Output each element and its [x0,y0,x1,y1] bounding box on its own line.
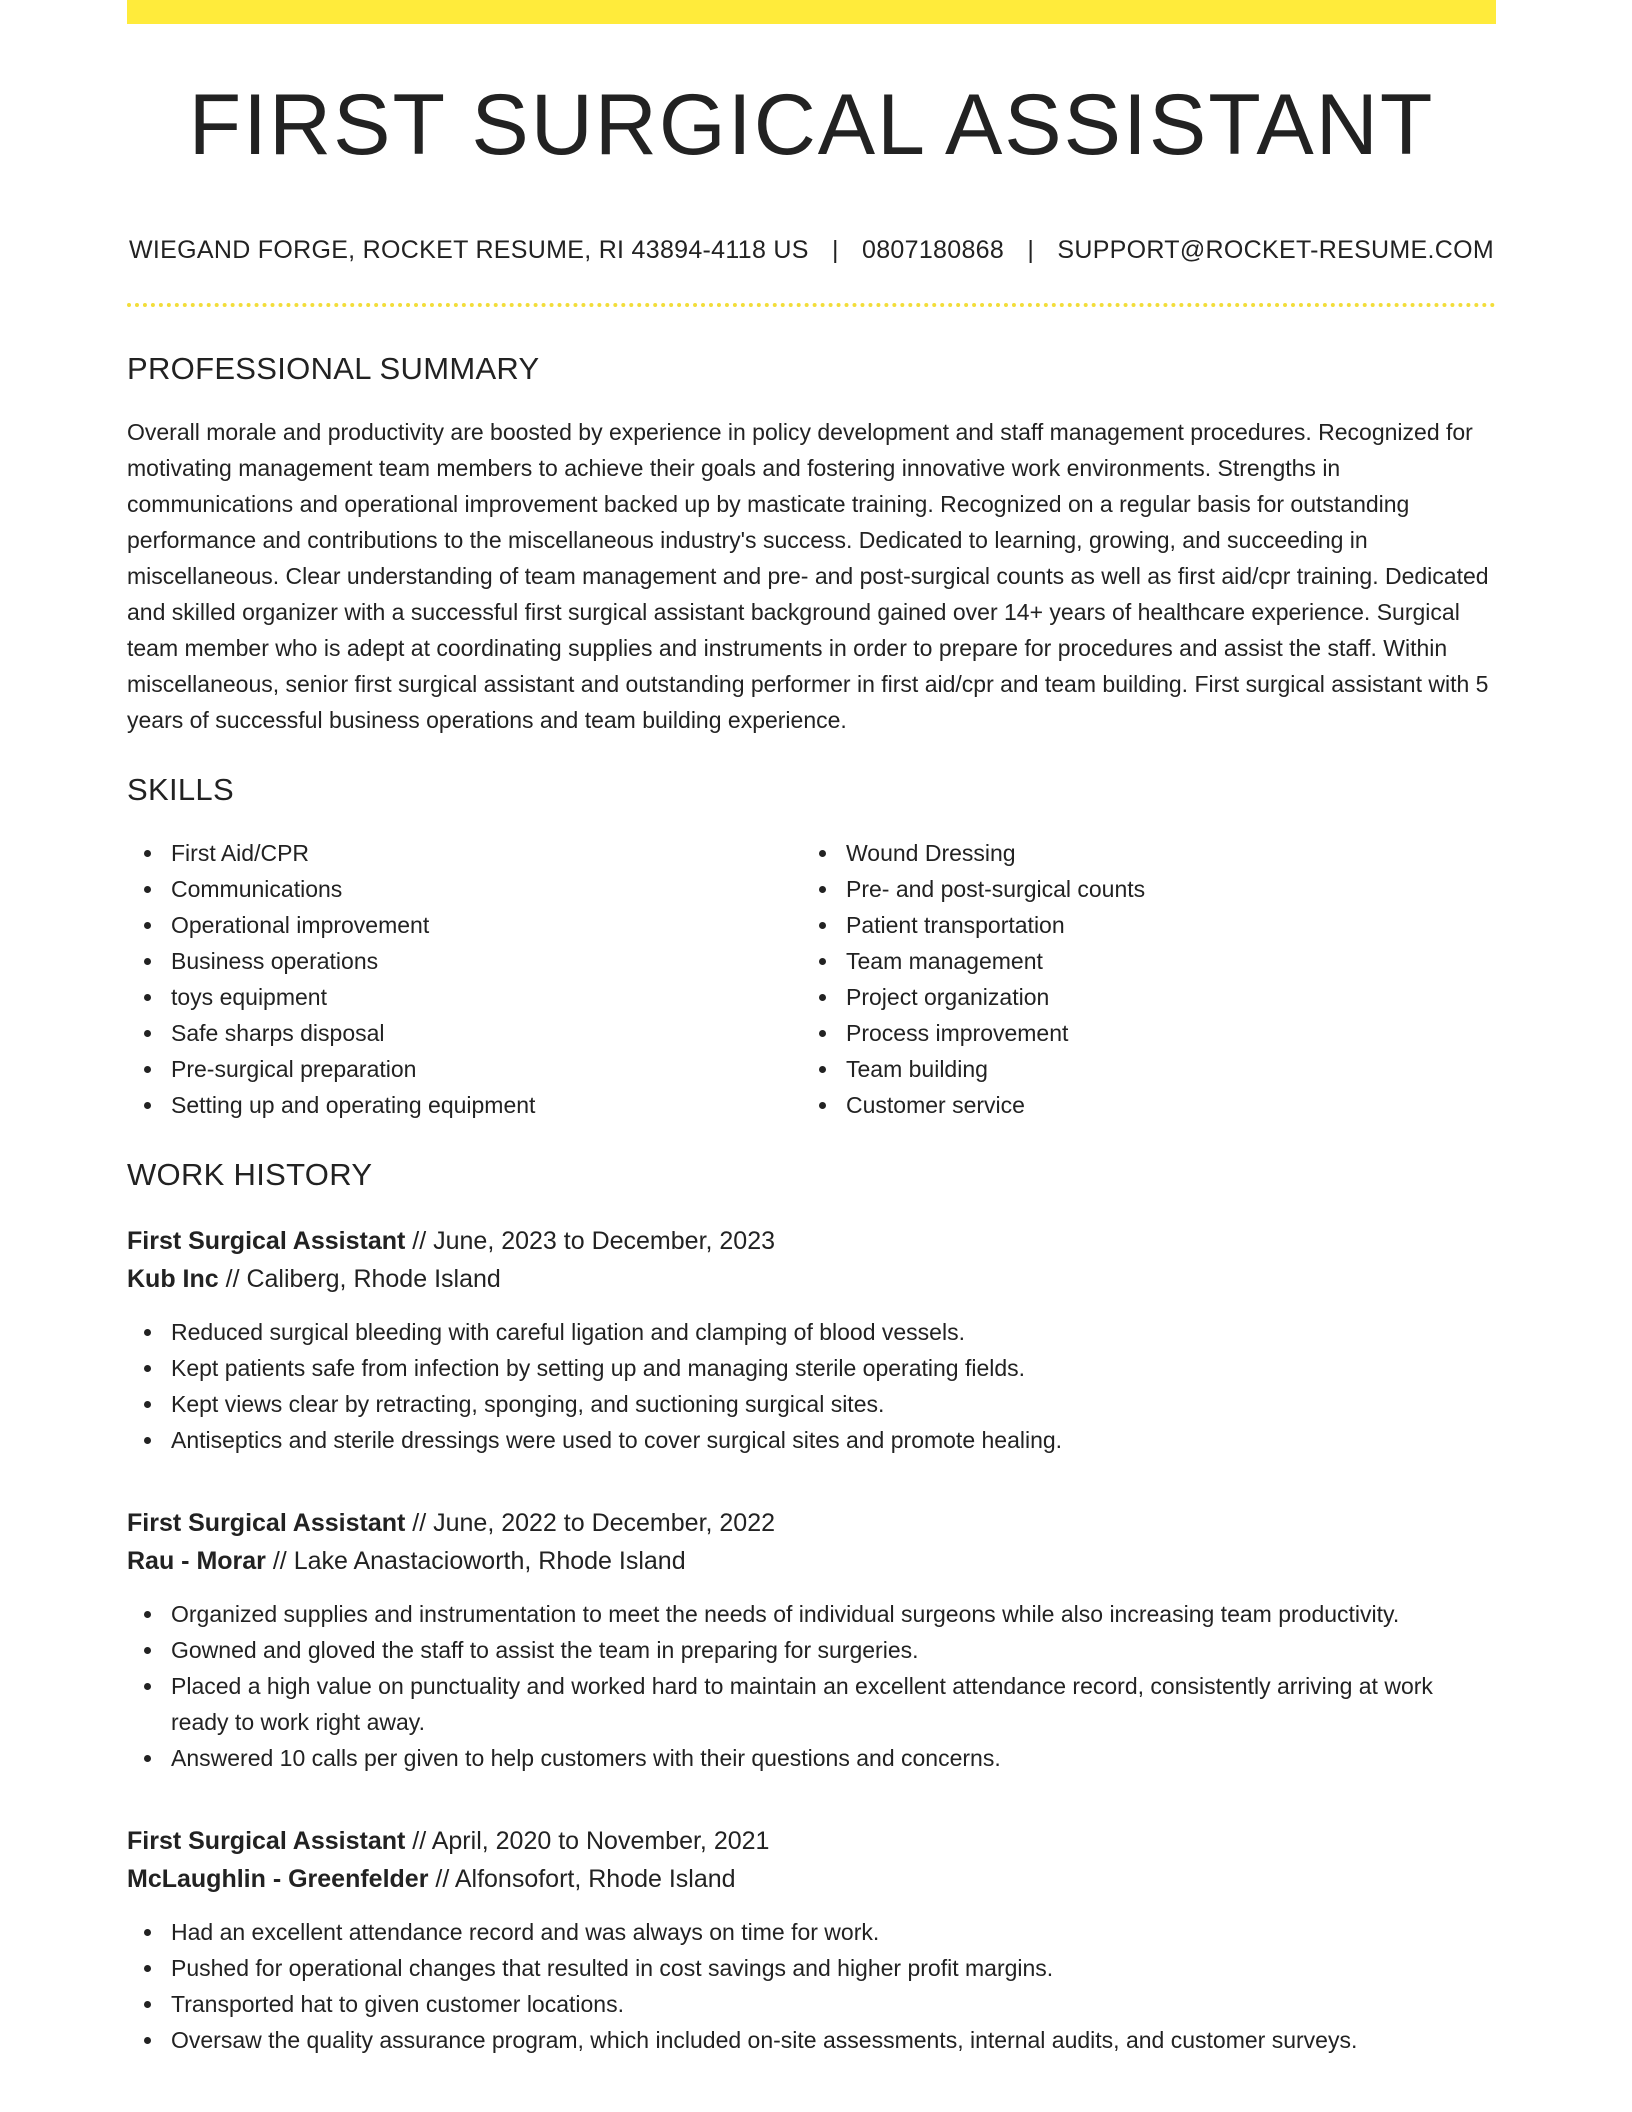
skill-item: First Aid/CPR [127,835,802,871]
section-title-summary: PROFESSIONAL SUMMARY [127,351,540,386]
skills-column-left [127,835,802,1123]
job-bullet: Placed a high value on punctuality and worked hard to maintain an excellent attendance record, consistently arriving at work ready to work right away. [127,1668,1496,1740]
skill-item: Setting up and operating equipment [127,1087,802,1123]
resume-page [127,0,1496,2112]
contact-separator: | [1027,236,1035,264]
job-company-line [127,1260,1496,1298]
job-bullet: Antiseptics and sterile dressings were used to cover surgical sites and promote healing. [127,1422,1496,1458]
resume-title: FIRST SURGICAL ASSISTANT [188,77,1435,173]
skill-item: Project organization [802,979,1477,1015]
skill-item: Process improvement [802,1015,1477,1051]
skill-item: Wound Dressing [802,835,1477,871]
job-entry [127,1222,1496,1458]
skills-list [127,835,1496,1123]
skill-item: Customer service [802,1087,1477,1123]
job-bullet: Kept patients safe from infection by setting up and managing sterile operating fields. [127,1350,1496,1386]
job-company: Kub Inc [127,1265,219,1293]
job-bullet: Answered 10 calls per given to help customers with their questions and concerns. [127,1740,1496,1776]
job-location: // Caliberg, Rhode Island [218,1265,501,1293]
contact-address: WIEGAND FORGE, ROCKET RESUME, RI 43894-4118 US [129,236,809,264]
skill-item: Communications [127,871,802,907]
job-bullet: Transported hat to given customer locations. [127,1986,1496,2022]
contact-phone: 0807180868 [862,236,1005,264]
job-company-line [127,1542,1496,1580]
skill-item: toys equipment [127,979,802,1015]
job-bullets [127,1596,1496,1776]
job-bullets [127,1914,1496,2058]
job-dates: // June, 2022 to December, 2022 [405,1509,776,1537]
dotted-divider [127,303,1496,307]
contact-separator: | [831,236,839,264]
job-bullet: Kept views clear by retracting, sponging, and suctioning surgical sites. [127,1386,1496,1422]
job-bullets [127,1314,1496,1458]
job-entry [127,1822,1496,2058]
skill-item: Safe sharps disposal [127,1015,802,1051]
skill-item: Team management [802,943,1477,979]
job-role: First Surgical Assistant [127,1227,406,1255]
job-bullet: Oversaw the quality assurance program, which included on-site assessments, internal audits, and customer surveys. [127,2022,1496,2058]
skill-item: Team building [802,1051,1477,1087]
job-dates: // June, 2023 to December, 2023 [405,1227,776,1255]
job-role-line [127,1504,1496,1542]
job-role-line [127,1822,1496,1860]
job-location: // Lake Anastacioworth, Rhode Island [265,1547,686,1575]
job-company: Rau - Morar [127,1547,266,1575]
job-company: McLaughlin - Greenfelder [127,1865,429,1893]
section-title-skills: SKILLS [127,772,234,807]
job-role-line [127,1222,1496,1260]
skill-item: Pre-surgical preparation [127,1051,802,1087]
job-bullet: Had an excellent attendance record and was always on time for work. [127,1914,1496,1950]
job-role: First Surgical Assistant [127,1827,406,1855]
job-dates: // April, 2020 to November, 2021 [405,1827,770,1855]
job-entry [127,1504,1496,1776]
skill-item: Pre- and post-surgical counts [802,871,1477,907]
skills-column-right [802,835,1477,1123]
contact-line [127,238,1496,263]
job-bullet: Reduced surgical bleeding with careful ligation and clamping of blood vessels. [127,1314,1496,1350]
summary-text: Overall morale and productivity are boosted by experience in policy development and staff management procedures. Recognized for motivating management team members to achieve their goals and fostering innovative work environments. Strengths in communications and operational improvement backed up by masticate training. Recognized on a regular basis for outstanding performance and contributions to the miscellaneous industry's success. Dedicated to learning, growing, and succeeding in miscellaneous. Clear understanding of team management and pre- and post-surgical counts as well as first aid/cpr training. Dedicated and skilled organizer with a successful first surgical assistant background gained over 14+ years of healthcare experience. Surgical team member who is adept at coordinating supplies and instruments in order to prepare for procedures and assist the staff. Within miscellaneous, senior first surgical assistant and outstanding performer in first aid/cpr and team building. First surgical assistant with 5 years of successful business operations and team building experience. [127,419,1489,733]
job-location: // Alfonsofort, Rhode Island [428,1865,736,1893]
job-role: First Surgical Assistant [127,1509,406,1537]
contact-email: SUPPORT@ROCKET-RESUME.COM [1057,236,1494,264]
job-bullet: Pushed for operational changes that resulted in cost savings and higher profit margins. [127,1950,1496,1986]
skill-item: Operational improvement [127,907,802,943]
job-bullet: Organized supplies and instrumentation to meet the needs of individual surgeons while also increasing team productivity. [127,1596,1496,1632]
section-title-work-history: WORK HISTORY [127,1157,373,1192]
job-company-line [127,1860,1496,1898]
accent-bar [127,0,1496,24]
job-bullet: Gowned and gloved the staff to assist the team in preparing for surgeries. [127,1632,1496,1668]
skill-item: Business operations [127,943,802,979]
skill-item: Patient transportation [802,907,1477,943]
